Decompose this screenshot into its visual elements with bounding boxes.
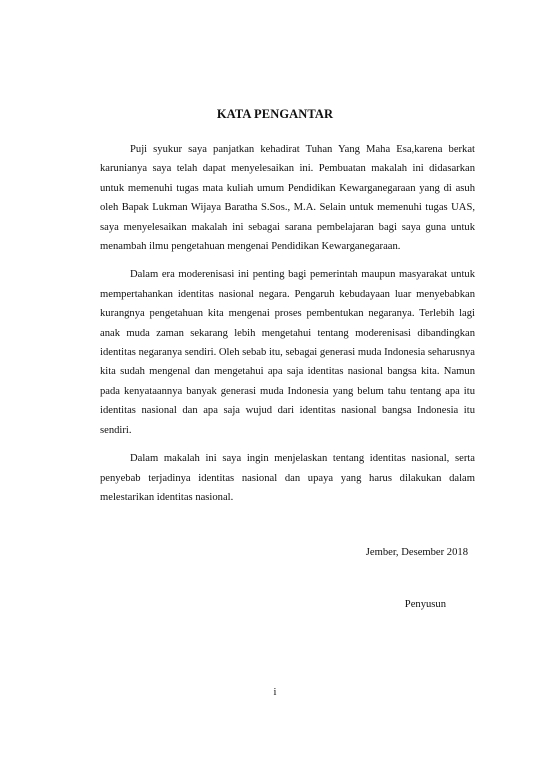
author-signature: Penyusun [404,599,446,610]
page-title: KATA PENGANTAR [216,107,334,121]
paragraph-3: Dalam makalah ini saya ingin menjelaskan tentang identitas nasional, serta penyebab terjadinya identitas nasional dan upaya yang harus dilakukan dalam melestarikan identitas nasional. [100,453,475,503]
page-number: i [273,687,277,698]
paragraph-2: Dalam era moderenisasi ini penting bagi pemerintah maupun masyarakat untuk mempertahankan identitas nasional negara. Pengaruh kebudayaan luar menyebabkan kurangnya pengetahuan kita mengenai proses pembentukan negaranya. Terlebih lagi anak muda zaman sekarang lebih mengetahui tentang moderenisasi dibandingkan identitas negaranya sendiri. Oleh sebab itu, sebagai generasi muda Indonesia seharusnya kita sudah mengenal dan mengetahui apa saja identitas nasional bangsa kita. Namun pada kenyataannya banyak generasi muda Indonesia yang belum tahu tentang apa itu identitas nasional dan apa saja wujud dari identitas nasional bangsa Indonesia itu sendiri. [100,269,475,436]
place-date: Jember, Desember 2018 [365,547,468,558]
paragraph-1: Puji syukur saya panjatkan kehadirat Tuhan Yang Maha Esa,karena berkat karunianya saya telah dapat menyelesaikan ini. Pembuatan makalah ini didasarkan untuk memenuhi tugas mata kuliah umum Pendidikan Kewarganegaraan yang di asuh oleh Bapak Lukman Wijaya Baratha S.Sos., M.A. Selain untuk memenuhi tugas UAS, saya menyelesaikan makalah ini sebagai sarana pembelajaran bagi saya guna untuk menambah ilmu pengetahuan mengenai Pendidikan Kewarganegaraan. [100,144,475,253]
body-text [100,140,475,516]
